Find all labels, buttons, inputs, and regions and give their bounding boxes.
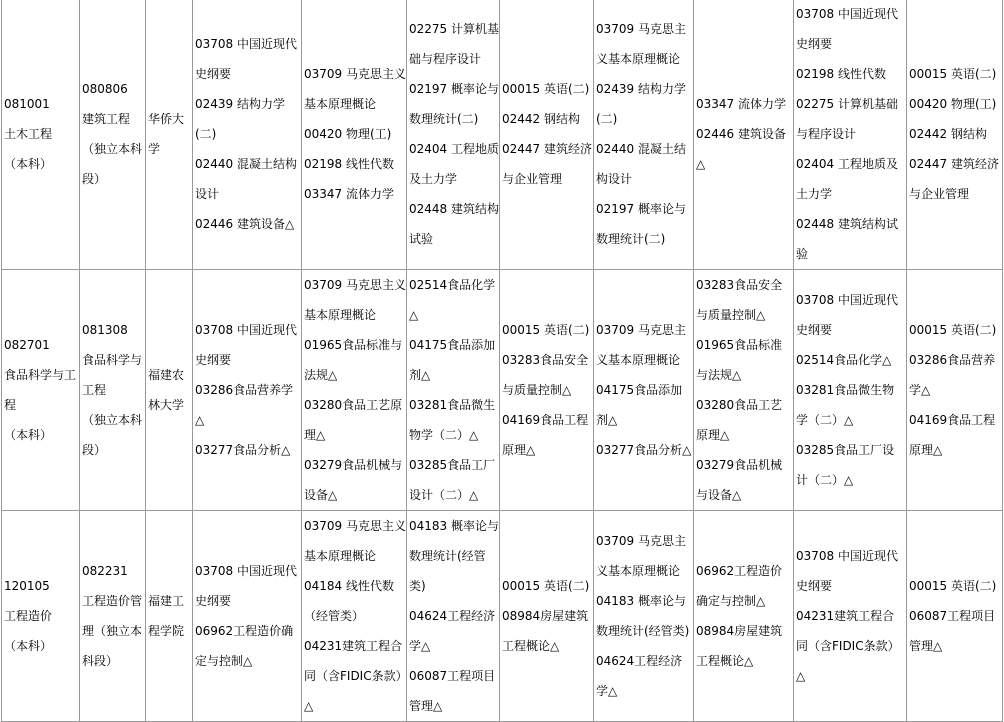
course-item: 08984房屋建筑工程概论△ (502, 609, 589, 653)
course-item: 00420 物理(工) (909, 97, 997, 111)
course-cell (407, 511, 500, 722)
course-item: 01965食品标准与法规△ (696, 338, 783, 382)
course-cell (407, 0, 500, 270)
course-cell (302, 511, 407, 722)
source-major-cell (80, 0, 146, 270)
course-item: 02446 建筑设备△ (696, 127, 786, 171)
source-major-cell (80, 270, 146, 511)
course-cell (794, 0, 907, 270)
course-item: 02447 建筑经济与企业管理 (909, 157, 999, 201)
course-item: 00015 英语(二) (909, 323, 997, 337)
school-cell: 福建工程学院 (146, 511, 193, 722)
exam-schedule-table (1, 0, 1003, 722)
course-item: 04624工程经济学△ (596, 654, 683, 698)
course-item: 03281食品微生物学（二）△ (409, 398, 496, 442)
course-item: 06087工程项目管理△ (409, 669, 496, 713)
course-cell (907, 0, 1003, 270)
table-row (2, 270, 1003, 511)
major-code: 082701 (4, 338, 50, 352)
course-item: 02514食品化学△ (409, 278, 496, 322)
course-item: 02440 混凝土结构设计 (596, 142, 686, 186)
major-level: （本科） (4, 639, 53, 653)
table-body (2, 0, 1003, 722)
course-item: 03347 流体力学 (696, 97, 786, 111)
course-cell (500, 0, 594, 270)
course-item: 02447 建筑经济与企业管理 (502, 142, 592, 186)
course-item: 03708 中国近现代史纲要 (796, 549, 898, 593)
source-code: 081308 (82, 323, 128, 337)
course-item: 03283食品安全与质量控制△ (502, 353, 589, 397)
course-item: 02198 线性代数 (796, 67, 886, 81)
course-cell (407, 270, 500, 511)
course-cell (594, 511, 694, 722)
course-cell (794, 270, 907, 511)
source-name: 食品科学与工程 (82, 353, 143, 397)
course-item: 03708 中国近现代史纲要 (195, 323, 297, 367)
course-cell (594, 0, 694, 270)
course-item: 03347 流体力学 (304, 187, 394, 201)
major-name: 土木工程 (4, 127, 53, 141)
course-item: 02275 计算机基础与程序设计 (796, 97, 898, 141)
source-major-cell (80, 511, 146, 722)
course-item: 04231建筑工程合同（含FIDIC条款）△ (796, 609, 900, 683)
course-cell (594, 270, 694, 511)
course-item: 03285食品工厂设计（二）△ (796, 443, 895, 487)
course-item: 03708 中国近现代史纲要 (796, 293, 898, 337)
course-item: 04624工程经济学△ (409, 609, 496, 653)
course-item: 02442 钢结构 (909, 127, 987, 141)
course-cell (907, 270, 1003, 511)
course-item: 03285食品工厂设计（二）△ (409, 458, 496, 502)
course-item: 02404 工程地质及土力学 (409, 142, 499, 186)
course-item: 04169食品工程原理△ (502, 413, 589, 457)
table-row (2, 0, 1003, 270)
course-item: 02197 概率论与数理统计(二) (596, 202, 686, 246)
major-cell (2, 511, 80, 722)
course-item: 04184 线性代数（经管类） (304, 579, 394, 623)
table-row (2, 511, 1003, 722)
course-item: 02440 混凝土结构设计 (195, 157, 297, 201)
source-code: 082231 (82, 564, 128, 578)
course-item: 00015 英语(二) (502, 82, 590, 96)
course-item: 03277食品分析△ (195, 443, 291, 457)
course-item: 04183 概率论与数理统计(经管类) (596, 594, 690, 638)
course-cell (302, 270, 407, 511)
major-name: 食品科学与工程 (4, 368, 77, 412)
course-cell (907, 511, 1003, 722)
course-item: 02448 建筑结构试验 (409, 202, 499, 246)
course-item: 02404 工程地质及土力学 (796, 157, 898, 201)
course-item: 03709 马克思主义基本原理概论 (304, 519, 406, 563)
course-item: 04183 概率论与数理统计(经管类) (409, 519, 499, 593)
source-name: 建筑工程 (82, 112, 131, 126)
course-item: 03708 中国近现代史纲要 (796, 7, 898, 51)
course-item: 03279食品机械与设备△ (696, 458, 783, 502)
course-cell (500, 511, 594, 722)
course-item: 00420 物理(工) (304, 127, 392, 141)
course-item: 02448 建筑结构试验 (796, 217, 898, 261)
course-item: 00015 英语(二) (502, 323, 590, 337)
course-item: 03708 中国近现代史纲要 (195, 37, 297, 81)
course-item: 02446 建筑设备△ (195, 217, 295, 231)
course-item: 04175食品添加剂△ (409, 338, 496, 382)
course-cell (694, 270, 794, 511)
course-item: 00015 英语(二) (502, 579, 590, 593)
source-level: （独立本科段） (82, 142, 143, 186)
course-item: 02439 结构力学(二) (195, 97, 285, 141)
course-item: 02442 钢结构 (502, 112, 580, 126)
school-cell: 福建农林大学 (146, 270, 193, 511)
course-item: 03286食品营养学△ (195, 383, 294, 427)
school-cell: 华侨大学 (146, 0, 193, 270)
course-cell (193, 511, 302, 722)
course-item: 03283食品安全与质量控制△ (696, 278, 783, 322)
course-item: 08984房屋建筑工程概论△ (696, 624, 783, 668)
course-cell (193, 270, 302, 511)
course-item: 06962工程造价确定与控制△ (195, 624, 294, 668)
course-item: 03280食品工艺原理△ (304, 398, 403, 442)
course-item: 00015 英语(二) (909, 67, 997, 81)
course-item: 04231建筑工程合同（含FIDIC条款）△ (304, 639, 403, 713)
course-item: 04169食品工程原理△ (909, 413, 996, 457)
course-cell (500, 270, 594, 511)
course-cell (694, 511, 794, 722)
course-item: 03277食品分析△ (596, 443, 692, 457)
course-item: 03709 马克思主义基本原理概论 (304, 278, 406, 322)
course-item: 02197 概率论与数理统计(二) (409, 82, 499, 126)
course-item: 06087工程项目管理△ (909, 609, 996, 653)
course-item: 02198 线性代数 (304, 157, 394, 171)
course-cell (302, 0, 407, 270)
major-cell (2, 270, 80, 511)
course-item: 06962工程造价确定与控制△ (696, 564, 783, 608)
course-item: 00015 英语(二) (909, 579, 997, 593)
major-code: 120105 (4, 579, 50, 593)
course-item: 03286食品营养学△ (909, 353, 996, 397)
course-item: 01965食品标准与法规△ (304, 338, 403, 382)
course-item: 02275 计算机基础与程序设计 (409, 22, 499, 66)
course-cell (794, 511, 907, 722)
source-code: 080806 (82, 82, 128, 96)
major-name: 工程造价 (4, 609, 53, 623)
source-name: 工程造价管理（独立本科段） (82, 594, 143, 668)
course-item: 03709 马克思主义基本原理概论 (304, 67, 406, 111)
course-item: 03709 马克思主义基本原理概论 (596, 534, 686, 578)
major-code: 081001 (4, 97, 50, 111)
course-item: 03280食品工艺原理△ (696, 398, 783, 442)
course-item: 02439 结构力学(二) (596, 82, 686, 126)
major-cell (2, 0, 80, 270)
course-item: 03281食品微生物学（二）△ (796, 383, 895, 427)
course-item: 03709 马克思主义基本原理概论 (596, 323, 686, 367)
course-item: 04175食品添加剂△ (596, 383, 683, 427)
course-cell (694, 0, 794, 270)
major-level: （本科） (4, 428, 53, 442)
major-level: （本科） (4, 157, 53, 171)
course-item: 03709 马克思主义基本原理概论 (596, 22, 686, 66)
course-item: 03708 中国近现代史纲要 (195, 564, 297, 608)
course-cell (193, 0, 302, 270)
course-item: 02514食品化学△ (796, 353, 892, 367)
course-item: 03279食品机械与设备△ (304, 458, 403, 502)
source-level: （独立本科段） (82, 413, 143, 457)
